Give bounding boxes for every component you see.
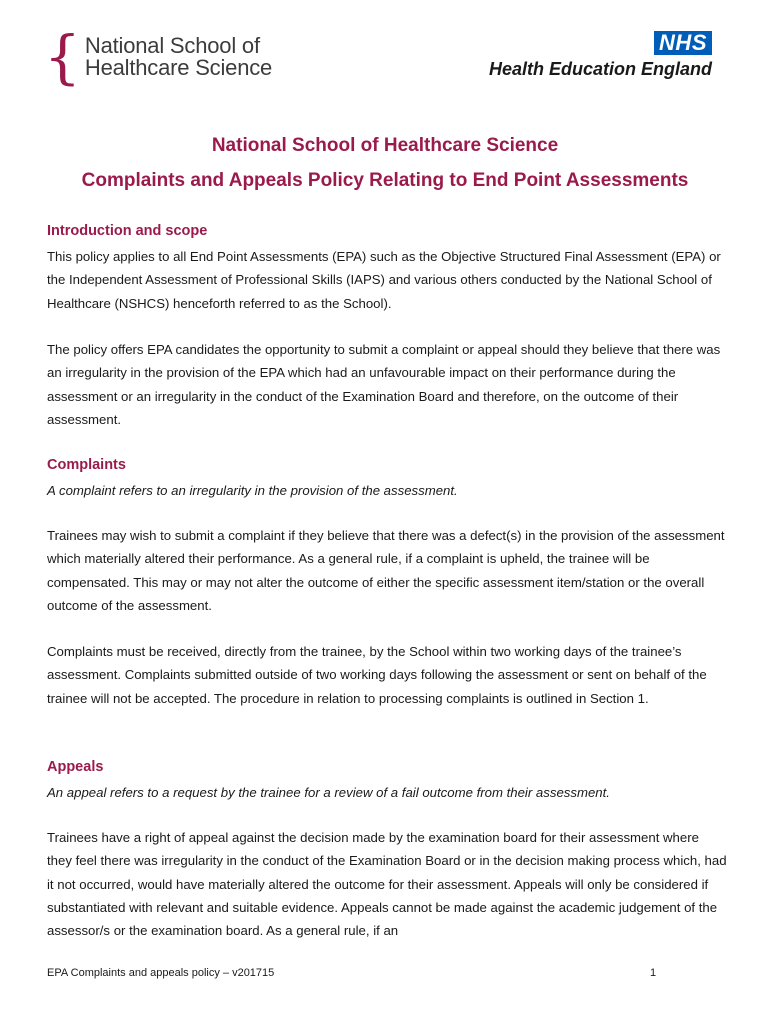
logo-line-2: Healthcare Science [84, 55, 273, 80]
hee-logo-text: Health Education England [488, 59, 712, 79]
complaints-definition: A complaint refers to an irregularity in the provision of the assessment. [47, 483, 458, 498]
complaints-paragraph-2: Complaints must be received, directly from the trainee, by the School within two working days of the trainee’s assessment. Complaints submitted outside of two working days following the assessment or sent on behalf of the trainee will not be accepted. The procedure in relation to processing complaints is outlined in Section 1. [47, 644, 707, 706]
hee-logo [489, 31, 712, 80]
nshcs-logo [44, 23, 273, 91]
logo-brace-icon: { [44, 23, 81, 91]
intro-paragraph-1: This policy applies to all End Point Assessments (EPA) such as the Objective Structured Final Assessment (EPA) or the Independent Assessment of Professional Skills (IAPS) and various others conducted by the National School of Healthcare (NSHCS) henceforth referred to as the School). [47, 249, 721, 311]
logo-line-1: National School of [84, 33, 260, 58]
heading-complaints: Complaints [47, 457, 126, 473]
document-subtitle: Complaints and Appeals Policy Relating to End Point Assessments [81, 170, 689, 191]
appeals-definition: An appeal refers to a request by the trainee for a review of a fail outcome from their assessment. [47, 785, 610, 800]
appeals-paragraph-1: Trainees have a right of appeal against the decision made by the examination board for their assessment where they feel there was irregularity in the conduct of the Examination Board or in the decision making process which, had it not occurred, would have materially altered the outcome for their assessment. Appeals will only be considered if substantiated with relevant and suitable evidence. Appeals cannot be made against the academic judgement of the assessor/s or the examination board. As a general rule, if an [47, 830, 727, 939]
nhs-badge: NHS [654, 31, 712, 55]
document-title: National School of Healthcare Science [211, 135, 559, 156]
heading-introduction: Introduction and scope [47, 223, 208, 239]
intro-paragraph-2: The policy offers EPA candidates the opportunity to submit a complaint or appeal should they believe that there was an irregularity in the provision of the EPA which had an unfavourable impact on their performance during the assessment or an irregularity in the conduct of the Examination Board and therefore, on the outcome of their assessment. [47, 342, 721, 427]
footer-page-number: 1 [650, 967, 657, 979]
complaints-paragraph-1: Trainees may wish to submit a complaint if they believe that there was a defect(s) in the provision of the assessment which materially altered their performance. As a general rule, if a complaint is upheld, the trainee will be compensated. This may or may not alter the outcome of either the specific assessment item/station or the overall outcome of the assessment. [47, 528, 725, 613]
footer-document-label: EPA Complaints and appeals policy – v201715 [47, 967, 275, 979]
heading-appeals: Appeals [47, 759, 104, 775]
nshcs-logo-text [85, 35, 272, 79]
